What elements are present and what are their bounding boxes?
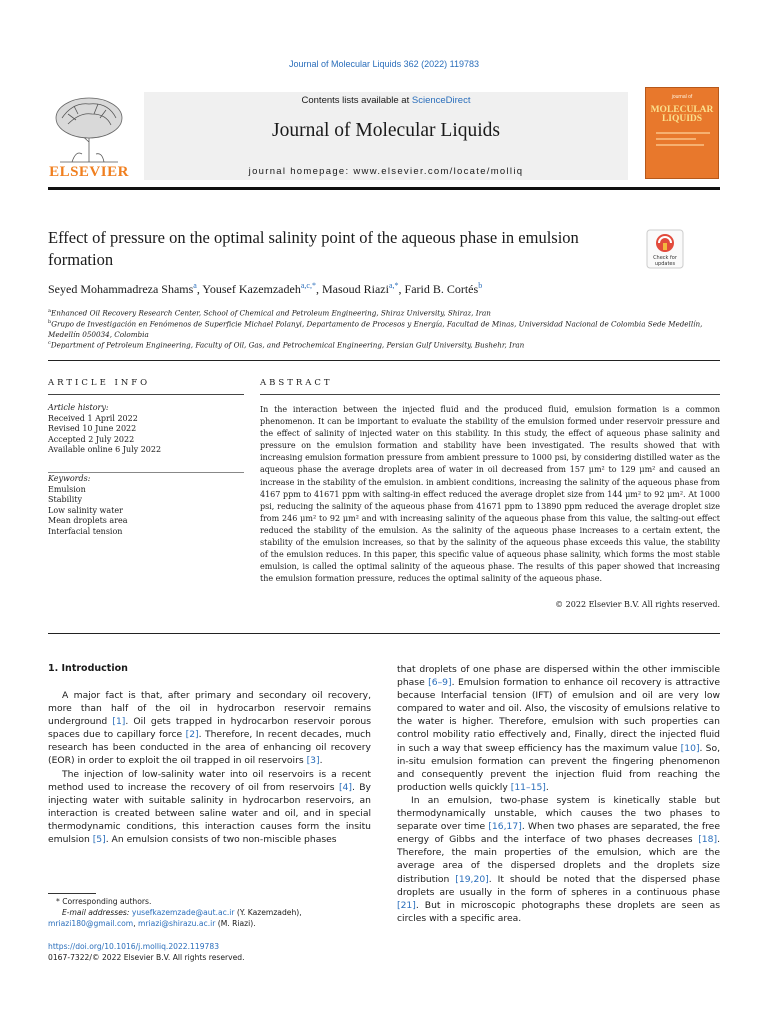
journal-cover-thumbnail[interactable] (645, 87, 719, 179)
body-right-column (397, 663, 720, 925)
doi-block (48, 941, 371, 963)
email-link[interactable]: yusefkazemzade@aut.ac.ir (131, 908, 235, 917)
svg-text:Check for: Check for (653, 255, 677, 261)
email-link[interactable]: mriazi@shirazu.ac.ir (138, 919, 216, 928)
email-addresses: E-mail addresses: yusefkazemzade@aut.ac.ir (Y. Kazemzadeh), mriazi180@gmail.com, mriazi@shirazu.ac.ir (M. Riazi). (48, 908, 302, 928)
keyword: Interfacial tension (48, 526, 123, 536)
author-affil-mark[interactable]: a,c,* (300, 281, 316, 290)
email-link[interactable]: mriazi180@gmail.com (48, 919, 134, 928)
journal-homepage-line[interactable]: journal homepage: www.elsevier.com/locate/molliq (248, 166, 524, 177)
history-item: Revised 10 June 2022 (48, 424, 137, 434)
journal-reference-link[interactable]: Journal of Molecular Liquids 362 (2022) 119783 (289, 59, 479, 69)
doi-link[interactable]: https://doi.org/10.1016/j.molliq.2022.119783 (48, 942, 220, 951)
svg-text:updates: updates (654, 261, 676, 267)
issn-line: 0167-7322/© 2022 Elsevier B.V. All rights reserved. (48, 953, 245, 962)
body-paragraph: A major fact is that, after primary and secondary oil recovery, more than half of the oil in hydrocarbon reservoir remains underground [1]. Oil gets trapped in hydrocarbon reservoir porous spaces due to capillary force [2]. Therefore, In recent decades, much research has been conducted in the area of enhancing oil recovery (EOR) in order to exploit the oil trapped in oil reservoirs [3]. (48, 690, 371, 767)
citation-link[interactable]: [6–9] (428, 677, 452, 689)
author-affil-mark[interactable]: b (478, 281, 483, 290)
author-name[interactable]: Seyed Mohammadreza Shams (48, 282, 194, 296)
affiliation-a: $^a$Enhanced Oil Recovery Research Center, School of Chemical and Petroleum Engineering, Shiraz University, Shiraz, Iran (48, 308, 491, 318)
citation-link[interactable]: [4] (338, 781, 352, 793)
body-paragraph: In an emulsion, two-phase system is kinetically stable but thermodynamically unstable, which causes the two phases to separate over time [16,17]. When two phases are separated, the free energy of Gibbs and the interface of two phases decreases [18]. Therefore, the main properties of the emulsion, which are the average area of the dispersed droplets and the droplets size distribution [19,20]. It should be noted that the dispersed phase droplets are usually in the form of spheres in a continuous phase [21]. But in microscopic photographs these droplets are seen as circles with a specific area. (397, 794, 720, 924)
body-paragraph: The injection of low-salinity water into oil reservoirs is a recent method used to increase the recovery of oil from reservoirs [4]. By injecting water with suitable salinity in hydrocarbon reservoirs, an interaction is created between saline water and oil, and in special thermodynamic conditions, this interaction causes form the insitu emulsion [5]. An emulsion consists of two non-miscible phases (48, 768, 371, 846)
keywords-rule (48, 472, 244, 473)
keyword: Mean droplets area (48, 516, 128, 526)
title-divider (48, 360, 720, 361)
body-paragraph: that droplets of one phase are dispersed within the other immiscible phase [6–9]. Emulsion formation to enhance oil recovery is attractive because Interfacial tension (IFT) of emulsion and oil are very low compared to water and oil. Also, the viscosity of emulsions relative to the water is higher. Therefore, emulsion with such properties can control mobility ratio effectively and, Finally, direct the injected fluid in such a way that sweep efficiency has the maximum value [10]. So, in-situ emulsion formation can prevent the fingering phenomenon and consequently prevent the injection fluid from reaching the production wells quickly [11–15]. (397, 664, 720, 793)
footnote-rule (48, 893, 96, 894)
history-item: Received 1 April 2022 (48, 413, 138, 423)
abstract-heading: ABSTRACT (260, 378, 333, 388)
citation-link[interactable]: [21] (397, 899, 416, 911)
citation-link[interactable]: [18] (698, 834, 718, 846)
citation-link[interactable]: [19,20] (455, 873, 489, 885)
body-left-column (48, 689, 371, 846)
abstract-divider (48, 633, 720, 634)
keyword: Low salinity water (48, 505, 123, 515)
author-affil-mark[interactable]: a (193, 281, 197, 290)
journal-title: Journal of Molecular Liquids (272, 120, 500, 141)
article-history: Article history: Received 1 April 2022 Revised 10 June 2022 Accepted 2 July 2022 Available online 6 July 2022 (48, 403, 244, 456)
article-info-rule (48, 394, 244, 395)
abstract-body: In the interaction between the injected fluid and the produced fluid, emulsion formation is a common phenomenon. It can be important to evaluate the stability of the emulsion formed under reservoir pressure and the effect of salinity of injected water on this stability. In this study, the effect of aqueous phase salinity and pressure on the emulsion formation and stability have been investigated. The results showed that with increasing emulsion formation pressure from ambient pressure to 1000 psi, by considering distilled water as the aqueous phase the average droplets area of water in oil decreased from 157 μm² to 129 μm² and caused an increase in the stability of the emulsion. in ambient conditions, increasing the salinity of the aqueous phase from 4167 ppm to 41671 ppm with salting-in effect reduced the average droplet size from 144 μm² to 92 μm². At 1000 psi, reducing the salinity of the aqueous phase from 41671 ppm to 13890 ppm reduced the average droplet size from 246 μm² to 92 μm² and with increasing salinity of the aqueous phase from this value, the salting-out effect reduced the stability of the emulsion. As the salinity of the aqueous phase increases to a certain extent, the stability of the emulsion increases, so that by the salinity of the aqueous phase exceeds this value, the stability of the emulsion reduces. In this paper, this specific value of aqueous phase salinity, which forms the most stable emulsion, is called the optimal salinity of the aqueous phase. The results of this paper showed that increasing the emulsion formation pressure, reduces the optimal salinity of the aqueous phase. (260, 405, 720, 584)
history-item: Accepted 2 July 2022 (48, 434, 135, 444)
author-name[interactable]: Farid B. Cortés (404, 282, 479, 296)
affiliation-c: $^c$Department of Petroleum Engineering, Faculty of Oil, Gas, and Petrochemical Engineering, Persian Gulf University, Bushehr, Iran (48, 340, 525, 350)
author-name[interactable]: Masoud Riazi (321, 282, 389, 296)
article-info-heading: ARTICLE INFO (48, 378, 151, 388)
footnotes (48, 896, 371, 929)
keywords-list: Keywords: Emulsion Stability Low salinity water Mean droplets area Interfacial tension (48, 474, 244, 538)
header-divider (48, 187, 720, 190)
abstract-rule (260, 394, 720, 395)
cover-small-text: journal of (671, 94, 693, 100)
citation-link[interactable]: [5] (92, 834, 106, 846)
citation-link[interactable]: [10] (680, 742, 700, 754)
history-item: Available online 6 July 2022 (48, 445, 162, 455)
citation-link[interactable]: [1] (112, 716, 126, 728)
citation-link[interactable]: [2] (185, 729, 199, 741)
check-for-updates-badge[interactable] (646, 229, 684, 269)
citation-link[interactable]: [3] (306, 755, 320, 767)
elsevier-wordmark: ELSEVIER (49, 164, 129, 180)
contents-availability-line: Contents lists available at ScienceDirect (301, 95, 471, 106)
author-name[interactable]: Yousef Kazemzadeh (202, 282, 301, 296)
citation-link[interactable]: [16,17] (488, 821, 522, 833)
citation-link[interactable]: [11–15] (510, 781, 546, 793)
keyword: Stability (48, 495, 82, 505)
author-list: Seyed Mohammadreza Shams$^a$, Yousef Kazemzadeh$^{a,c,*}$, Masoud Riazi$^{a,*}$, Farid B. Cortés$^b$ (48, 281, 483, 296)
affiliation-b: $^b$Grupo de Investigación en Fenómenos de Superficie Michael Polanyi, Departamento de Procesos y Energía, Facultad de Minas, Universidad Nacional de Colombia Sede Medellín, Medellín 050034, Colombia (48, 319, 703, 339)
keyword: Emulsion (48, 484, 86, 494)
author-affil-mark[interactable]: a,* (388, 281, 399, 290)
abstract-copyright: © 2022 Elsevier B.V. All rights reserved. (555, 600, 720, 609)
cover-title: MOLECULAR LIQUIDS (650, 105, 714, 124)
article-title: Effect of pressure on the optimal salinity point of the aqueous phase in emulsion formation (48, 228, 579, 269)
corresponding-note: * Corresponding authors. (56, 897, 152, 906)
sciencedirect-link[interactable]: ScienceDirect (411, 95, 471, 106)
section-heading-introduction: 1. Introduction (48, 663, 128, 674)
